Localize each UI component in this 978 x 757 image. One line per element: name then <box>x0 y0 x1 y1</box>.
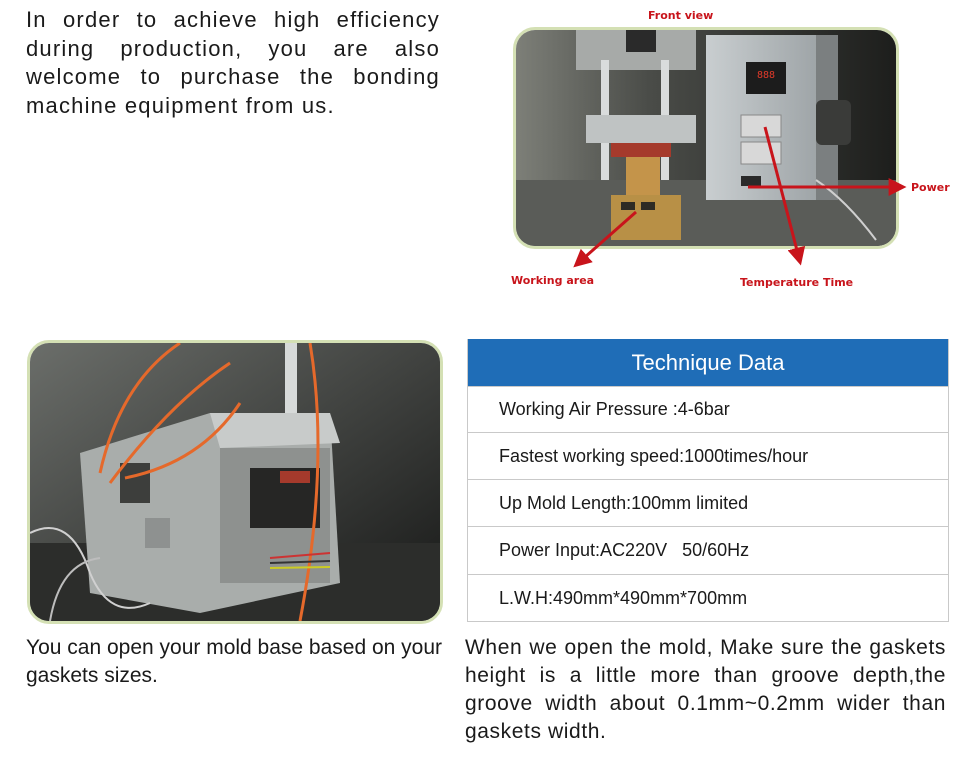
gasket-note-caption: When we open the mold, Make sure the gaskets height is a little more than groove depth,the groove width about 0.1mm~0.2mm wider than gaskets width. <box>465 636 946 743</box>
temperature-time-callout: Temperature Time <box>740 276 854 289</box>
spec-dimensions: L.W.H:490mm*490mm*700mm <box>468 574 948 621</box>
mold-base-photo <box>27 340 443 624</box>
spec-power-input: Power Input:AC220V 50/60Hz <box>468 526 948 574</box>
power-callout: Power <box>911 181 950 194</box>
mold-base-caption: You can open your mold base based on your gaskets sizes. <box>26 636 443 687</box>
spec-fastest-working-speed: Fastest working speed:1000times/hour <box>468 432 948 479</box>
temperature-display: 888 <box>756 70 776 81</box>
spec-up-mold-length: Up Mold Length:100mm limited <box>468 479 948 526</box>
technique-data-table <box>467 339 949 622</box>
spec-working-air-pressure: Working Air Pressure :4-6bar <box>468 386 948 432</box>
working-area-callout: Working area <box>511 274 595 287</box>
front-view-title: Front view <box>648 9 714 22</box>
intro-paragraph: In order to achieve high efficiency during production, you are also welcome to purchase the bonding machine equipment from us. <box>26 7 440 118</box>
technique-data-header: Technique Data <box>468 339 948 386</box>
bonding-machine-front-photo <box>513 27 899 249</box>
